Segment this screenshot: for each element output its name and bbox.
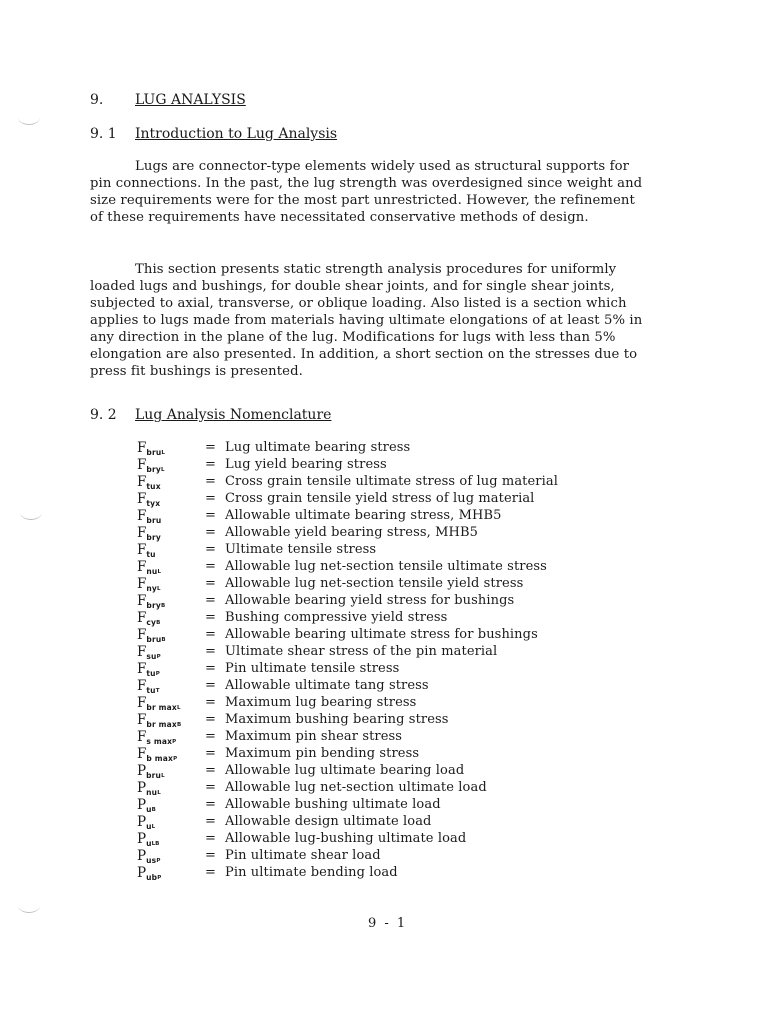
symbol-base: F <box>137 729 147 745</box>
section-number: 9. <box>90 92 104 108</box>
symbol-subscript: ub <box>146 873 158 882</box>
symbol-subscript: bru <box>146 635 162 644</box>
equals-sign: = <box>205 729 216 744</box>
symbol-subscript: cy <box>146 618 157 627</box>
paragraph-text: Lugs are connector-type elements widely used as structural supports for pin connections. In the past, the lug strength was overdesigned since weight and size requirements were for the most part unrestricted. However, the refinement of these requirements have necessitated conservative methods of design. <box>90 159 643 225</box>
equals-sign: = <box>205 491 216 506</box>
symbol-subscript: s max <box>146 737 173 746</box>
symbol-subscript: u <box>146 822 152 831</box>
symbol-sub-subscript: L <box>176 705 181 711</box>
symbol-base: P <box>137 797 147 813</box>
symbol-subscript: br max <box>146 703 177 712</box>
symbol-subscript: br max <box>146 720 177 729</box>
nomenclature-description: Allowable yield bearing stress, MHB5 <box>225 525 478 540</box>
symbol-subscript: bry <box>146 601 161 610</box>
symbol-base: F <box>137 559 147 575</box>
symbol-subscript: tu <box>146 686 156 695</box>
symbol-base: P <box>137 780 147 796</box>
nomenclature-description: Maximum lug bearing stress <box>225 695 417 710</box>
symbol-base: F <box>137 508 147 524</box>
equals-sign: = <box>205 440 216 455</box>
nomenclature-description: Allowable lug ultimate bearing load <box>225 763 465 778</box>
symbol-base: F <box>137 644 147 660</box>
symbol-sub-subscript: B <box>161 637 166 643</box>
nomenclature-description: Ultimate shear stress of the pin material <box>225 644 498 659</box>
symbol-subscript: tu <box>146 669 156 678</box>
symbol-base: F <box>137 695 147 711</box>
nomenclature-description: Lug ultimate bearing stress <box>225 440 411 455</box>
symbol-sub-subscript: T <box>155 688 160 694</box>
nomenclature-description: Pin ultimate bending load <box>225 865 398 880</box>
symbol-subscript: bry <box>146 533 161 542</box>
nomenclature-description: Allowable lug-bushing ultimate load <box>225 831 467 846</box>
equals-sign: = <box>205 865 216 880</box>
nomenclature-description: Cross grain tensile ultimate stress of lug material <box>225 474 558 489</box>
symbol-sub-subscript: L <box>161 773 165 779</box>
subsection-title: Lug Analysis Nomenclature <box>135 407 332 423</box>
symbol-base: F <box>137 712 147 728</box>
equals-sign: = <box>205 797 216 812</box>
equals-sign: = <box>205 848 216 863</box>
symbol-sub-subscript: P <box>157 875 162 881</box>
equals-sign: = <box>205 542 216 557</box>
symbol-sub-subscript: P <box>155 671 160 677</box>
equals-sign: = <box>205 814 216 829</box>
scan-margin-mark <box>18 110 40 125</box>
symbol-base: F <box>137 576 147 592</box>
symbol-subscript: b max <box>146 754 174 763</box>
equals-sign: = <box>205 678 216 693</box>
nomenclature-description: Allowable bushing ultimate load <box>225 797 441 812</box>
equals-sign: = <box>205 593 216 608</box>
equals-sign: = <box>205 831 216 846</box>
symbol-sub-subscript: P <box>173 756 178 762</box>
nomenclature-symbol <box>137 865 161 886</box>
symbol-subscript: tux <box>146 482 161 491</box>
equals-sign: = <box>205 525 216 540</box>
nomenclature-description: Allowable lug net-section tensile yield stress <box>225 576 524 591</box>
symbol-subscript: bru <box>146 771 162 780</box>
symbol-base: P <box>137 865 147 881</box>
symbol-sub-subscript: P <box>156 654 161 660</box>
nomenclature-description: Pin ultimate shear load <box>225 848 381 863</box>
equals-sign: = <box>205 746 216 761</box>
symbol-sub-subscript: B <box>151 807 156 813</box>
nomenclature-description: Allowable design ultimate load <box>225 814 432 829</box>
symbol-subscript: tu <box>146 550 156 559</box>
equals-sign: = <box>205 576 216 591</box>
nomenclature-description: Maximum pin shear stress <box>225 729 403 744</box>
symbol-subscript: bry <box>146 465 161 474</box>
symbol-sub-subscript: P <box>156 858 161 864</box>
symbol-subscript: bru <box>146 516 162 525</box>
symbol-subscript: su <box>146 652 157 661</box>
nomenclature-description: Maximum pin bending stress <box>225 746 420 761</box>
symbol-sub-subscript: L <box>157 569 161 575</box>
intro-paragraph-2 <box>90 261 652 380</box>
symbol-base: F <box>137 610 147 626</box>
symbol-sub-subscript: L <box>157 586 161 592</box>
symbol-sub-subscript: L <box>160 467 165 473</box>
symbol-sub-subscript: B <box>176 722 182 728</box>
symbol-subscript: bru <box>146 448 162 457</box>
equals-sign: = <box>205 474 216 489</box>
symbol-subscript: ny <box>146 584 158 593</box>
section-title: LUG ANALYSIS <box>135 92 246 108</box>
nomenclature-description: Allowable lug net-section tensile ultimate stress <box>225 559 547 574</box>
scan-margin-mark <box>18 898 40 913</box>
symbol-subscript: u <box>146 839 152 848</box>
symbol-base: F <box>137 661 147 677</box>
nomenclature-description: Allowable bearing ultimate stress for bushings <box>225 627 538 642</box>
equals-sign: = <box>205 457 216 472</box>
symbol-subscript: nu <box>146 788 158 797</box>
symbol-base: P <box>137 763 147 779</box>
symbol-base: F <box>137 593 147 609</box>
symbol-base: F <box>137 440 147 456</box>
nomenclature-description: Pin ultimate tensile stress <box>225 661 400 676</box>
symbol-base: F <box>137 746 147 762</box>
symbol-sub-subscript: L <box>151 824 156 830</box>
symbol-sub-subscript: B <box>156 620 161 626</box>
nomenclature-description: Lug yield bearing stress <box>225 457 387 472</box>
symbol-base: F <box>137 525 147 541</box>
nomenclature-description: Maximum bushing bearing stress <box>225 712 449 727</box>
equals-sign: = <box>205 627 216 642</box>
symbol-base: P <box>137 831 147 847</box>
symbol-subscript: nu <box>146 567 158 576</box>
symbol-base: F <box>137 627 147 643</box>
equals-sign: = <box>205 508 216 523</box>
symbol-base: P <box>137 814 147 830</box>
nomenclature-description: Allowable ultimate tang stress <box>225 678 429 693</box>
scan-margin-mark <box>20 505 42 520</box>
equals-sign: = <box>205 763 216 778</box>
equals-sign: = <box>205 712 216 727</box>
subsection-number: 9. 1 <box>90 126 117 142</box>
nomenclature-description: Allowable ultimate bearing stress, MHB5 <box>225 508 502 523</box>
equals-sign: = <box>205 610 216 625</box>
symbol-sub-subscript: P <box>172 739 177 745</box>
symbol-base: P <box>137 848 147 864</box>
symbol-sub-subscript: L <box>161 450 165 456</box>
symbol-base: F <box>137 678 147 694</box>
nomenclature-description: Allowable bearing yield stress for bushings <box>225 593 515 608</box>
symbol-subscript: u <box>146 805 152 814</box>
intro-paragraph-1 <box>90 158 652 226</box>
symbol-base: F <box>137 457 147 473</box>
equals-sign: = <box>205 695 216 710</box>
nomenclature-description: Allowable lug net-section ultimate load <box>225 780 487 795</box>
nomenclature-description: Bushing compressive yield stress <box>225 610 448 625</box>
nomenclature-description: Ultimate tensile stress <box>225 542 377 557</box>
page-number: 9 - 1 <box>368 916 408 931</box>
paragraph-text: This section presents static strength analysis procedures for uniformly loaded lugs and bushings, for double shear joints, and for single shear joints, subjected to axial, transverse, or oblique loading. Also listed is a section which applies to lugs made from materials having ultimate elongations of at least 5% in any direction in the plane of the lug. Modifications for lugs with less than 5% elongation are also presented. In addition, a short section on the stresses due to press fit bushings is presented. <box>90 262 643 379</box>
subsection-number: 9. 2 <box>90 407 117 423</box>
symbol-base: F <box>137 491 147 507</box>
symbol-base: F <box>137 542 147 558</box>
symbol-sub-subscript: LB <box>151 841 160 847</box>
nomenclature-description: Cross grain tensile yield stress of lug material <box>225 491 535 506</box>
symbol-base: F <box>137 474 147 490</box>
symbol-subscript: tyx <box>146 499 161 508</box>
equals-sign: = <box>205 661 216 676</box>
symbol-sub-subscript: B <box>160 603 166 609</box>
equals-sign: = <box>205 780 216 795</box>
symbol-sub-subscript: L <box>157 790 161 796</box>
equals-sign: = <box>205 644 216 659</box>
equals-sign: = <box>205 559 216 574</box>
subsection-title: Introduction to Lug Analysis <box>135 126 338 142</box>
symbol-subscript: us <box>146 856 157 865</box>
